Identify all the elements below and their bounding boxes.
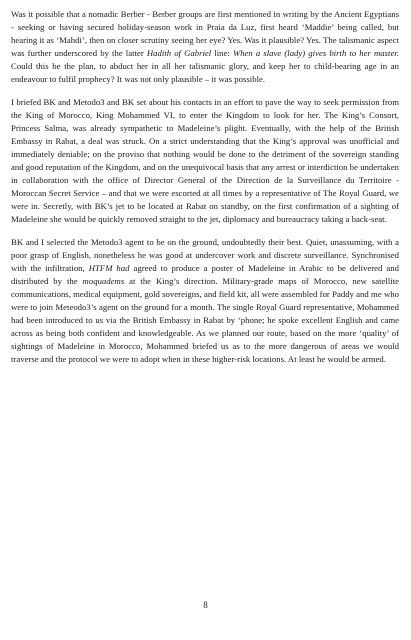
text-run: line:: [211, 48, 233, 58]
text-run: I briefed BK and Metodo3 and BK set about his contacts in an effort to pave the way to seek permission from the King of Morocco, King Mohammed VI, to enter the Kingdom to look for her. The King’s Consort, Princess Salma, was already sympathetic to Madeleine’s plight. Eventually, with the help of the British Embassy in Rabat, a deal was struck. On a strict understanding that the King’s approval was unofficial and immediately deniable; on the proviso that nothing would be done to the detriment of the sovereign standing and good reputation of the Kingdom, and on the unequivocal basis that any arrest or interdiction be undertaken in collaboration with the office of Director General of the Direction de la Surveillance du Territoire - Moroccan Secret Service – and that we were escorted at all times by a representative of The Royal Guard, we were in. Secretly, with BK’s jet to be located at Rabat on standby, on the first confirmation of a sighting of Madeleine she would be quickly removed straight to the jet, diplomacy and bureaucracy taking a back-seat.: [11, 97, 399, 224]
body-text: [11, 8, 399, 366]
text-run: agreed to produce a poster of Madeleine in Arabic to be delivered and distributed by the: [11, 263, 399, 286]
paragraph-3: [11, 236, 399, 366]
italic-run: HTFM had: [88, 263, 130, 273]
paragraph-2: [11, 96, 399, 226]
text-run: Was it possible that a nomadic Berber - Berber groups are first mentioned in writing by the Ancient Egyptians - seeking or having secured holiday-season work in Praia da Luz, first heard ‘Maddie’ being called, but hearing it as ‘Mahdi’, then on closer scrutiny seeing her eye? Yes. Was it plausible? Yes. The talismanic aspect was further underscored by the latter: [11, 9, 399, 58]
paragraph-1: [11, 8, 399, 86]
text-run: at the King’s direction. Military-grade maps of Morocco, new satellite communications, medical equipment, gold sovereigns, and field kit, all were assembled for Paddy and me who were to join Meteodo3’s agent on the ground for a month. The single Royal Guard representative, Mohammed had been introduced to us via the British Embassy in Rabat by ‘phone; he spoke excellent English and came across as being both confident and knowledgeable. As we planned our route, based on the more ‘quality’ of sightings of Madeleine in Morocco, Mohammed briefed us as to the more dangerous of areas we would traverse and the protocol we were to adopt when in these higher-risk locations. At least he would be armed.: [11, 276, 399, 364]
italic-run: When a slave (lady) gives birth to her master.: [232, 48, 399, 58]
page-number: 8: [203, 600, 208, 610]
italic-run: moquadems: [82, 276, 125, 286]
text-run: BK and I selected the Metodo3 agent to be on the ground, undoubtedly their best. Quiet, unassuming, with a poor grasp of English, nonetheless he was good at undercover work and discrete surveillance. Synchronised with the infiltration,: [11, 237, 399, 273]
italic-run: Hadith of Gabriel: [146, 48, 212, 58]
text-run: Could this be the plan, to abduct her in all her talismanic glory, and keep her to child-bearing age in an endeavour to fulfil prophecy? It was not only plausible – it was possible.: [11, 61, 399, 84]
